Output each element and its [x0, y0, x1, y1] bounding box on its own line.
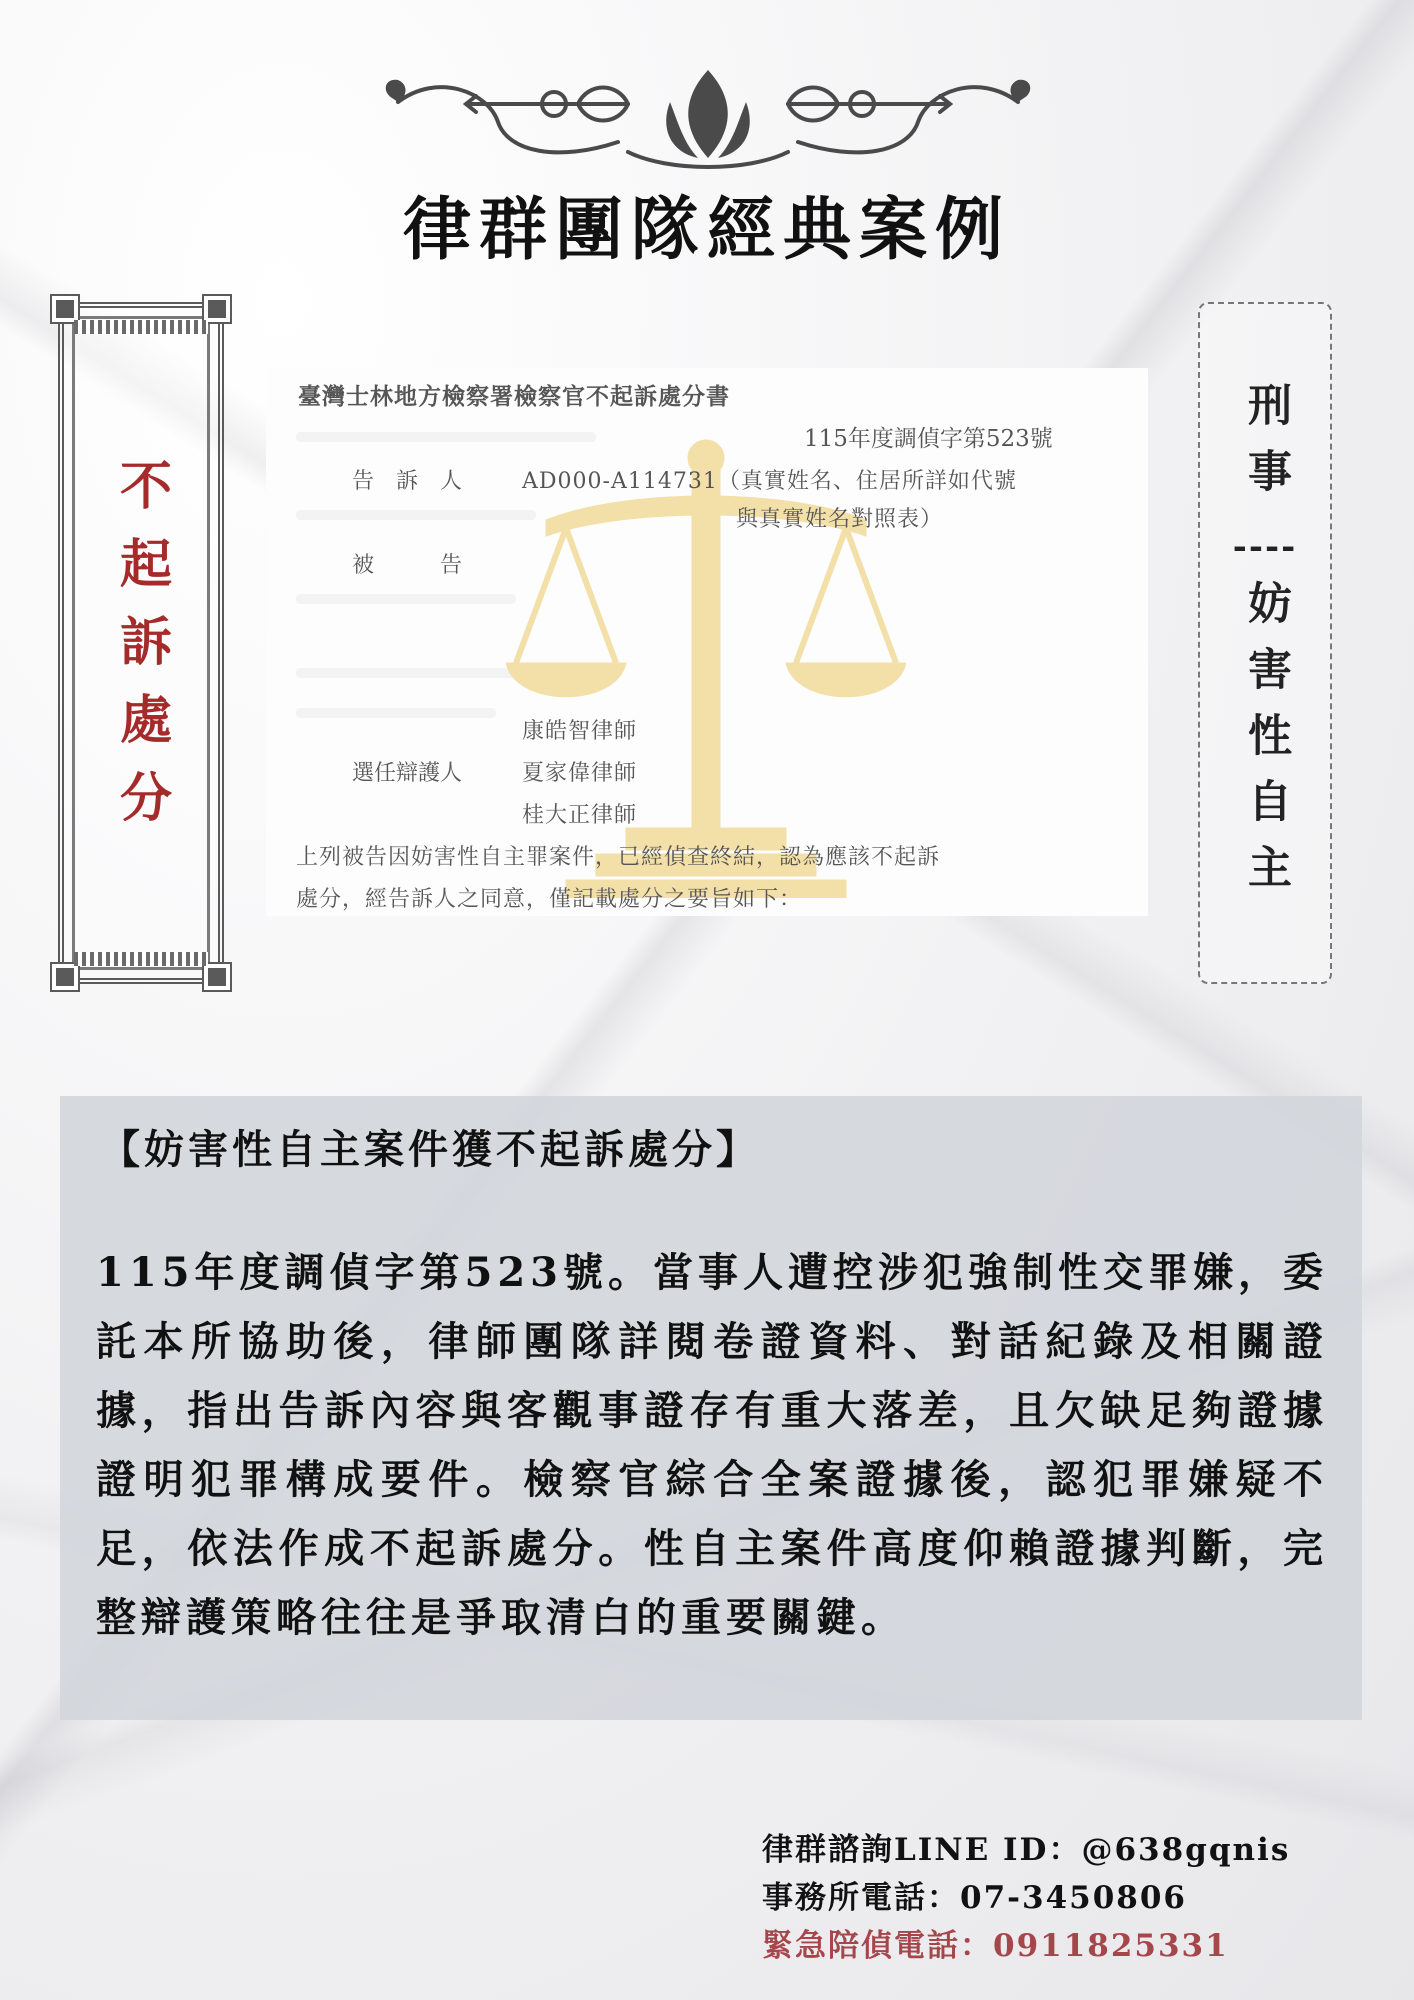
right-label-divider: ---- [1232, 527, 1298, 567]
document-conclusion-line2: 處分，經告訴人之同意，僅記載處分之要旨如下： [296, 887, 803, 912]
contact-info [762, 1826, 1290, 1970]
summary-heading: 【妨害性自主案件獲不起訴處分】 [100, 1126, 760, 1173]
frame-corner-icon [204, 964, 230, 990]
right-label-box [1198, 302, 1332, 984]
frame-band-bottom [74, 952, 208, 966]
case-summary-panel [60, 1096, 1362, 1720]
document-title: 臺灣士林地方檢察署檢察官不起訴處分書 [298, 383, 730, 410]
summary-body: 115年度調偵字第523號。當事人遭控涉犯強制性交罪嫌，委託本所協助後，律師團隊詳閱卷證資料、對話紀錄及相關證據，指出告訴內容與客觀事證存有重大落差，且欠缺足夠證據證明犯罪構成要件。檢察官綜合全案證據後，認犯罪嫌疑不足，依法作成不起訴處分。性自主案件高度仰賴證據判斷，完整辯護策略往往是爭取清白的重要關鍵。 [96, 1249, 1328, 1641]
left-vertical-label: 不起訴處分 [110, 458, 172, 848]
document-scan [266, 368, 1148, 916]
lawyer-name: 桂大正律師 [522, 803, 638, 828]
lawyer-name: 康皓智律師 [522, 719, 638, 744]
page-title: 律群團隊經典案例 [402, 190, 1011, 270]
emergency-phone-text: 緊急陪偵電話：0911825331 [762, 1928, 1229, 1964]
document-conclusion-line1: 上列被告因妨害性自主罪案件，已經偵查終結，認為應該不起訴 [296, 845, 941, 870]
lawyer-name: 夏家偉律師 [522, 761, 638, 786]
defense-counsel-label: 選任辯護人 [352, 761, 463, 786]
frame-corner-icon [204, 296, 230, 322]
complainant-label: 告 訴 人 [352, 469, 463, 494]
faded-text-line [296, 594, 516, 604]
right-label-line1: 刑事 [1240, 382, 1291, 514]
complainant-value: AD000-A114731（真實姓名、住居所詳如代號 [522, 469, 1017, 494]
line-id-text: 律群諮詢LINE ID：@638gqnis [762, 1832, 1291, 1868]
frame-band-top [74, 320, 208, 334]
document-case-number: 115年度調偵字第523號 [804, 426, 1053, 452]
faded-text-line [296, 510, 536, 520]
frame-corner-icon [52, 964, 78, 990]
office-phone-text: 事務所電話：07-3450806 [762, 1880, 1187, 1916]
right-label-line2: 妨害性自主 [1240, 580, 1291, 910]
frame-corner-icon [52, 296, 78, 322]
complainant-value-continued: 與真實姓名對照表） [736, 507, 944, 532]
faded-text-line [296, 708, 496, 718]
left-label-frame [58, 302, 224, 984]
header-ornament-icon [378, 62, 1038, 182]
defendant-label: 被 告 [352, 553, 463, 578]
